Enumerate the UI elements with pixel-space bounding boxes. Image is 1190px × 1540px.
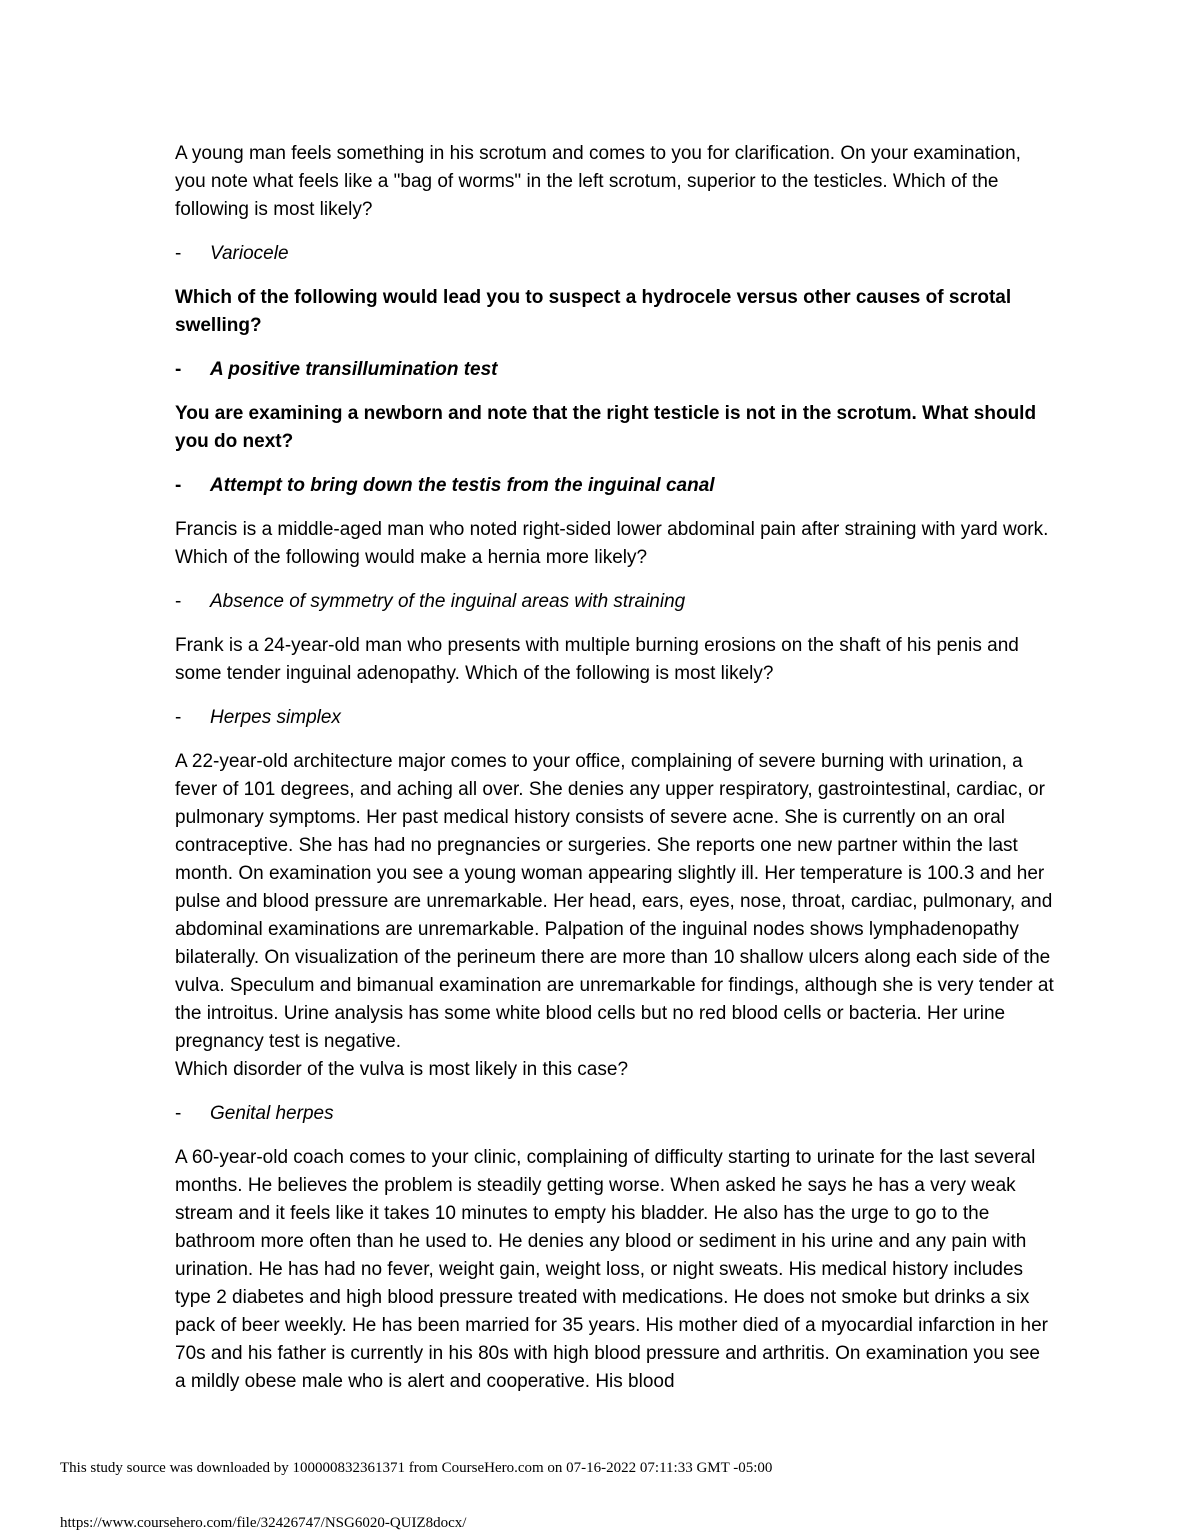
answer-3-text: Attempt to bring down the testis from the inguinal canal [210, 475, 715, 496]
question-4: Francis is a middle-aged man who noted right-sided lower abdominal pain after straining with yard work. Which of the following would make a hernia more likely? [175, 519, 1049, 568]
answer-6-text: Genital herpes [210, 1103, 334, 1124]
question-5: Frank is a 24-year-old man who presents with multiple burning erosions on the shaft of his penis and some tender inguinal adenopathy. Which of the following is most likely? [175, 635, 1019, 684]
answer-4 [175, 588, 1055, 616]
answer-5-text: Herpes simplex [210, 707, 341, 728]
answer-bullet: - [175, 475, 182, 496]
question-6-prompt: Which disorder of the vulva is most likely in this case? [175, 1059, 629, 1080]
source-url[interactable]: https://www.coursehero.com/file/32426747/NSG6020-QUIZ8docx/ [60, 1515, 467, 1531]
answer-1-text: Variocele [210, 243, 289, 264]
question-7: A 60-year-old coach comes to your clinic, complaining of difficulty starting to urinate for the last several months. He believes the problem is steadily getting worse. When asked he says he has a very weak stream and it feels like it takes 10 minutes to empty his bladder. He also has the urge to go to the bathroom more often than he used to. He denies any blood or sediment in his urine and any pain with urination. He has had no fever, weight gain, weight loss, or night sweats. His medical history includes type 2 diabetes and high blood pressure treated with medications. He does not smoke but drinks a six pack of beer weekly. He has been married for 35 years. His mother died of a myocardial infarction in her 70s and his father is currently in his 80s with high blood pressure and arthritis. On examination you see a mildly obese male who is alert and cooperative. His blood [175, 1147, 1049, 1392]
question-3: You are examining a newborn and note that the right testicle is not in the scrotum. What should you do next? [175, 403, 1037, 452]
answer-bullet: - [175, 359, 182, 380]
question-1: A young man feels something in his scrotum and comes to you for clarification. On your examination, you note what feels like a "bag of worms" in the left scrotum, superior to the testicles. Which of the following is most likely? [175, 143, 1021, 220]
question-2: Which of the following would lead you to suspect a hydrocele versus other causes of scrotal swelling? [175, 287, 1012, 336]
answer-1 [175, 240, 1055, 268]
answer-6 [175, 1100, 1055, 1128]
answer-3 [175, 472, 1055, 500]
answer-2 [175, 356, 1055, 384]
question-6 [175, 748, 1055, 1084]
question-6-case: A 22-year-old architecture major comes to your office, complaining of severe burning with urination, a fever of 101 degrees, and aching all over. She denies any upper respiratory, gastrointestinal, cardiac, or pulmonary symptoms. Her past medical history consists of severe acne. She is currently on an oral contraceptive. She has had no pregnancies or surgeries. She reports one new partner within the last month. On examination you see a young woman appearing slightly ill. Her temperature is 100.3 and her pulse and blood pressure are unremarkable. Her head, ears, eyes, nose, throat, cardiac, pulmonary, and abdominal examinations are unremarkable. Palpation of the inguinal nodes shows lymphadenopathy bilaterally. On visualization of the perineum there are more than 10 shallow ulcers along each side of the vulva. Speculum and bimanual examination are unremarkable for findings, although she is very tender at the introitus. Urine analysis has some white blood cells but no red blood cells or bacteria. Her urine pregnancy test is negative. [175, 751, 1054, 1052]
answer-4-text: Absence of symmetry of the inguinal areas with straining [210, 591, 686, 612]
answer-bullet: - [175, 707, 182, 728]
answer-2-text: A positive transillumination test [210, 359, 498, 380]
download-notice: This study source was downloaded by 100000832361371 from CourseHero.com on 07-16-2022 07:11:33 GMT -05:00 [60, 1460, 773, 1476]
answer-5 [175, 704, 1055, 732]
answer-bullet: - [175, 591, 182, 612]
answer-bullet: - [175, 243, 182, 264]
document-body [175, 140, 1055, 1412]
answer-bullet: - [175, 1103, 182, 1124]
